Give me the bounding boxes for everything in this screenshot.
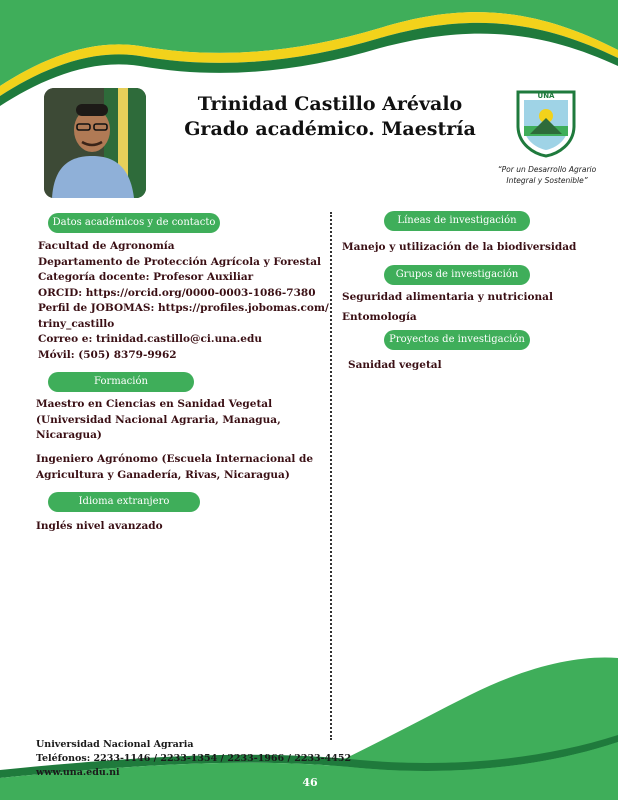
profile-photo bbox=[44, 88, 146, 198]
motto-line-1: “Por un Desarrollo Agrario bbox=[497, 165, 597, 174]
university-logo bbox=[512, 86, 580, 158]
contact-line: triny_castillo bbox=[38, 317, 115, 330]
contact-line: Perfil de JOBOMAS: https://profiles.jobomas.com/ bbox=[38, 302, 329, 314]
footer-phones: Teléfonos: 2233-1146 / 2233-1354 / 2233-1966 / 2233-4452 bbox=[36, 753, 352, 764]
footer-website[interactable]: www.una.edu.ni bbox=[36, 767, 120, 778]
training-line: Nicaragua) bbox=[36, 429, 102, 441]
person-name: Trinidad Castillo Arévalo bbox=[197, 93, 463, 115]
contact-details bbox=[38, 239, 329, 363]
training-line: (Universidad Nacional Agraria, Managua, bbox=[36, 413, 281, 426]
contact-line: Departamento de Protección Agrícola y Forestal bbox=[38, 255, 322, 268]
section-pill-language: Idioma extranjero bbox=[48, 492, 200, 512]
section-pill-research-lines: Líneas de investigación bbox=[384, 211, 530, 231]
research-group-item: Seguridad alimentaria y nutricional bbox=[342, 291, 553, 303]
motto bbox=[488, 164, 606, 186]
contact-line: Categoría docente: Profesor Auxiliar bbox=[38, 271, 254, 283]
footer-institution: Universidad Nacional Agraria bbox=[36, 739, 194, 750]
contact-line: Facultad de Agronomía bbox=[38, 240, 175, 252]
training-item-1 bbox=[36, 397, 281, 444]
research-group-item: Entomología bbox=[342, 311, 417, 323]
section-pill-training: Formación bbox=[48, 372, 194, 392]
contact-line: Correo e: trinidad.castillo@ci.una.edu bbox=[38, 333, 262, 345]
training-line: Agricultura y Ganadería, Rivas, Nicaragua) bbox=[36, 468, 290, 481]
academic-degree: Grado académico. Maestría bbox=[184, 118, 476, 140]
contact-line: Móvil: (505) 8379-9962 bbox=[38, 348, 177, 361]
training-line: Ingeniero Agrónomo (Escuela Internacional de bbox=[36, 453, 314, 465]
logo-acronym: UNA bbox=[537, 92, 555, 100]
section-pill-projects: Proyectos de investigación bbox=[384, 330, 530, 350]
page-number: 46 bbox=[302, 776, 318, 789]
training-item-2 bbox=[36, 452, 313, 483]
person-name-heading bbox=[150, 92, 510, 142]
person-portrait-icon bbox=[44, 88, 146, 198]
training-line: Maestro en Ciencias en Sanidad Vegetal bbox=[36, 398, 273, 410]
research-lines-value: Manejo y utilización de la biodiversidad bbox=[342, 241, 577, 253]
footer-contact bbox=[36, 738, 351, 780]
contact-line: ORCID: https://orcid.org/0000-0003-1086-7380 bbox=[38, 286, 316, 299]
motto-line-2: Integral y Sostenible” bbox=[506, 176, 588, 185]
section-pill-contact: Datos académicos y de contacto bbox=[48, 213, 220, 233]
projects-value: Sanidad vegetal bbox=[348, 359, 442, 371]
language-value: Inglés nivel avanzado bbox=[36, 520, 163, 532]
section-pill-research-groups: Grupos de investigación bbox=[384, 265, 530, 285]
